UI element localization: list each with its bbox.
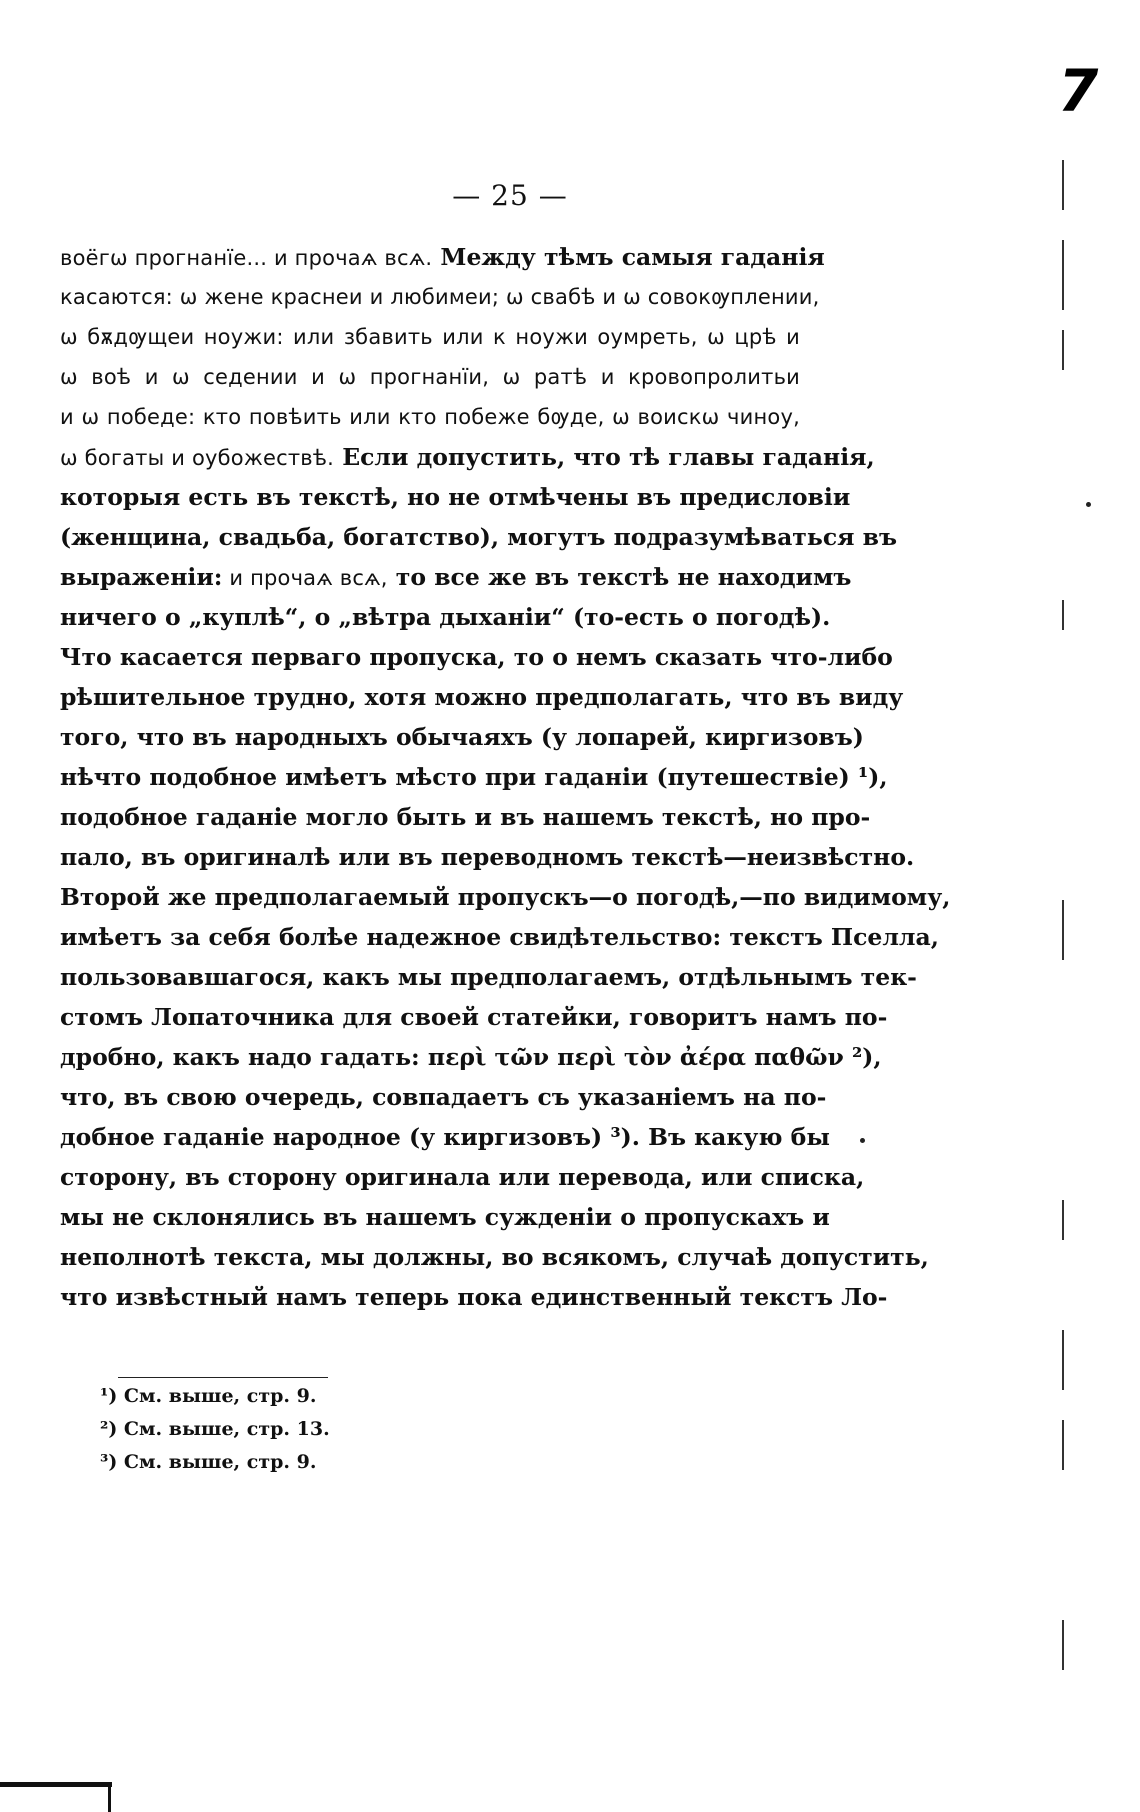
footnote: ¹) См. выше, стр. 9.	[100, 1385, 317, 1407]
text-line: сторону, въ сторону оригинала или перевода, или списка,	[60, 1163, 865, 1191]
footnotes	[100, 1380, 500, 1479]
scan-margin-line	[1062, 330, 1064, 370]
text-line: ничего о „куплѣ“, о „вѣтра дыханіи“ (то-есть о погодѣ).	[60, 603, 831, 631]
corner-mark: 7	[1058, 57, 1099, 125]
text-line: добное гаданіе народное (у киргизовъ) ³). Въ какую бы	[60, 1123, 830, 1151]
footnote-rule	[118, 1377, 328, 1378]
footnote: ³) См. выше, стр. 9.	[100, 1451, 317, 1473]
text-line: пользовавшагося, какъ мы предполагаемъ, отдѣльнымъ тек-	[60, 963, 917, 991]
text-line: ѡ воѣ и ѡ седении и ѡ прогнанїи, ѡ ратѣ и кровопролитьи	[60, 365, 800, 389]
text-line: рѣшительное трудно, хотя можно предполагать, что въ виду	[60, 683, 904, 711]
text-line: стомъ Лопаточника для своей статейки, говоритъ намъ по-	[60, 1003, 888, 1031]
text-line: пало, въ оригиналѣ или въ переводномъ текстѣ—неизвѣстно.	[60, 843, 915, 871]
scan-margin-line	[1062, 1620, 1064, 1670]
church-slavonic-text: ѡ богаты и оубожествѣ.	[60, 446, 335, 470]
text-line: что извѣстный намъ теперь пока единственный текстъ Ло-	[60, 1283, 888, 1311]
text-line	[60, 437, 875, 477]
scan-bottom-bar	[0, 1782, 112, 1787]
page-number: — 25 —	[452, 179, 568, 212]
scan-margin-line	[1062, 600, 1064, 630]
text-line: которыя есть въ текстѣ, но не отмѣчены въ предисловіи	[60, 483, 851, 511]
text-segment: Если допустить, что тѣ главы гаданія,	[334, 443, 875, 471]
text-line: (женщина, свадьба, богатство), могутъ подразумѣваться въ	[60, 523, 898, 551]
body-text	[60, 237, 951, 1317]
text-line: касаются: ѡ жене краснеи и любимеи; ѡ свабѣ и ѡ совокѹплении,	[60, 285, 820, 309]
text-line	[60, 237, 825, 277]
text-line: мы не склонялись въ нашемъ сужденіи о пропускахъ и	[60, 1203, 830, 1231]
scan-dot	[860, 1138, 865, 1143]
text-line: дробно, какъ надо гадать: περὶ τῶν περὶ τὸν ἀέρα παθῶν ²),	[60, 1043, 882, 1071]
text-line	[60, 557, 852, 597]
text-segment: Между тѣмъ самыя гаданія	[432, 243, 825, 271]
text-line: имѣетъ за себя болѣе надежное свидѣтельство: текстъ Пселла,	[60, 923, 939, 951]
text-line: Второй же предполагаемый пропускъ—о погодѣ,—по видимому,	[60, 883, 951, 911]
scan-margin-line	[1062, 900, 1064, 960]
scan-margin-line	[1062, 1420, 1064, 1470]
footnote: ²) См. выше, стр. 13.	[100, 1418, 330, 1440]
text-segment: выраженіи:	[60, 563, 223, 591]
church-slavonic-text: и прочаѧ всѧ,	[222, 566, 388, 590]
text-line: подобное гаданіе могло быть и въ нашемъ текстѣ, но про-	[60, 803, 871, 831]
text-line: неполнотѣ текста, мы должны, во всякомъ, случаѣ допустить,	[60, 1243, 929, 1271]
scan-margin-line	[1062, 1200, 1064, 1240]
text-line: Что касается перваго пропуска, то о немъ сказать что-либо	[60, 643, 893, 671]
text-line: что, въ свою очередь, совпадаетъ съ указаніемъ на по-	[60, 1083, 827, 1111]
scan-margin-line	[1062, 1330, 1064, 1390]
text-line: ѡ бѫдѹщеи ноужи: или збавить или к ноужи оумреть, ѡ црѣ и	[60, 325, 800, 349]
text-line: того, что въ народныхъ обычаяхъ (у лопарей, киргизовъ)	[60, 723, 864, 751]
scan-margin-line	[1062, 240, 1064, 310]
text-segment: то все же въ текстѣ не находимъ	[387, 563, 852, 591]
scan-dot	[1086, 502, 1091, 507]
church-slavonic-text: воёгѡ прогнанїе... и прочаѧ всѧ.	[60, 246, 433, 270]
text-line: нѣчто подобное имѣетъ мѣсто при гаданіи (путешествіе) ¹),	[60, 763, 888, 791]
scan-margin-line	[1062, 160, 1064, 210]
text-line: и ѡ победе: кто повѣить или кто побеже бѹде, ѡ воискѡ чиноу,	[60, 405, 800, 429]
scan-bottom-edge	[108, 1782, 111, 1812]
